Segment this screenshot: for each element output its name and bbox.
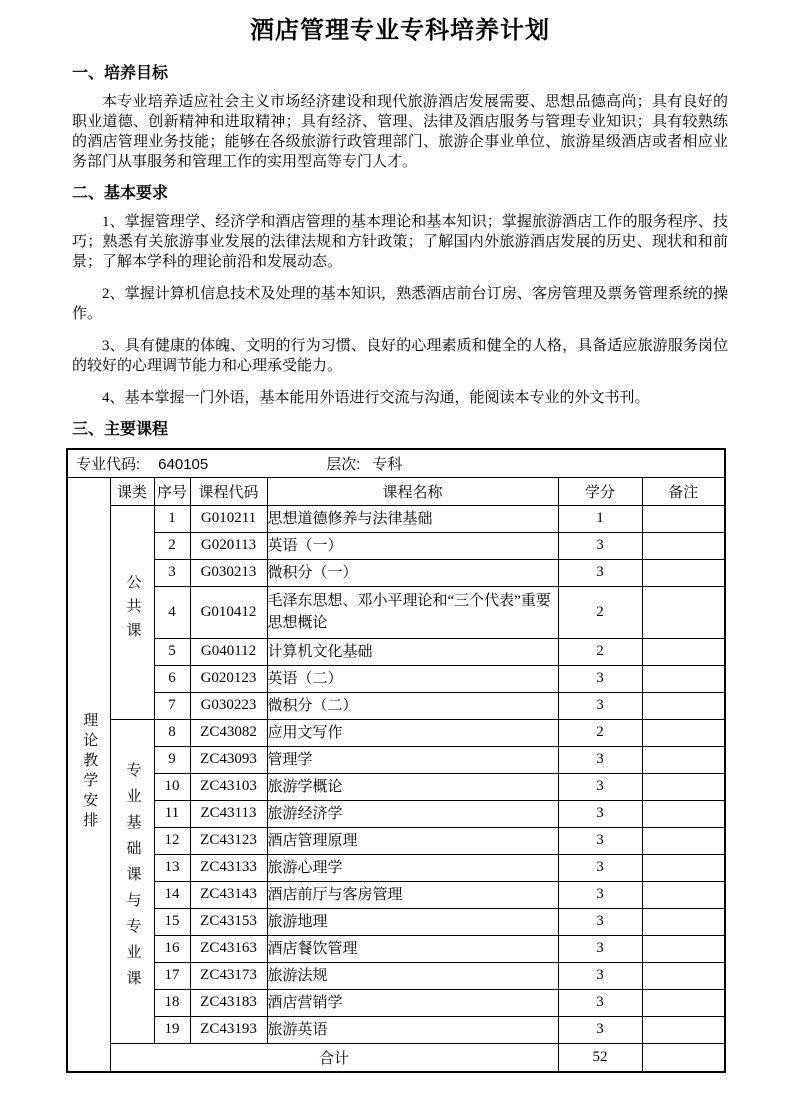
- course-credits: 3: [558, 908, 642, 935]
- course-credits: 3: [558, 989, 642, 1016]
- table-row: [67, 800, 725, 827]
- course-group-label: 公共课: [124, 573, 141, 646]
- course-code: ZC43183: [190, 989, 267, 1016]
- course-code: ZC43153: [190, 908, 267, 935]
- course-remark: [642, 505, 725, 532]
- table-row: [67, 1016, 725, 1043]
- course-seq: 13: [154, 854, 190, 881]
- course-remark: [642, 800, 725, 827]
- paragraph: 本专业培养适应社会主义市场经济建设和现代旅游酒店发展需要、思想品德高尚；具有良好的职业道德、创新精神和进取精神；具有经济、管理、法律及酒店服务与管理专业知识；具有较熟练的酒店管理业务技能；能够在各级旅游行政管理部门、旅游企事业单位、旅游星级酒店或者相应业务部门从事服务和管理工作的实用型高等专门人才。: [72, 94, 728, 170]
- table-total-row: [67, 1043, 725, 1072]
- course-remark: [642, 989, 725, 1016]
- courses-table: [66, 448, 726, 1073]
- course-name: 酒店前厅与客房管理: [267, 881, 558, 908]
- course-code: G040112: [190, 638, 267, 665]
- course-remark: [642, 692, 725, 719]
- course-code: G020113: [190, 532, 267, 559]
- total-remark: [642, 1043, 725, 1072]
- table-row: [67, 638, 725, 665]
- course-credits: 3: [558, 532, 642, 559]
- table-row: [67, 854, 725, 881]
- course-remark: [642, 908, 725, 935]
- paragraph: 3、具有健康的体魄、文明的行为习惯、良好的心理素质和健全的人格，具备适应旅游服务岗位的较好的心理调节能力和心理承受能力。: [72, 338, 728, 374]
- course-credits: 3: [558, 854, 642, 881]
- course-name: 思想道德修养与法律基础: [267, 505, 558, 532]
- course-seq: 3: [154, 559, 190, 586]
- course-name: 计算机文化基础: [267, 638, 558, 665]
- course-group-public: [110, 505, 154, 719]
- course-remark: [642, 586, 725, 638]
- major-code-label: 专业代码:: [76, 455, 141, 473]
- course-name: 应用文写作: [267, 719, 558, 746]
- paragraph: 2、掌握计算机信息技术及处理的基本知识，熟悉酒店前台订房、客房管理及票务管理系统的操作。: [72, 286, 728, 322]
- table-header-row: [67, 477, 725, 505]
- side-axis-cell: [67, 477, 110, 1072]
- course-credits: 3: [558, 746, 642, 773]
- course-seq: 7: [154, 692, 190, 719]
- page-title: 酒店管理专业专科培养计划: [250, 17, 550, 44]
- course-credits: 3: [558, 962, 642, 989]
- table-row: [67, 505, 725, 532]
- course-remark: [642, 773, 725, 800]
- course-name: 旅游心理学: [267, 854, 558, 881]
- column-header-name: 课程名称: [267, 477, 558, 505]
- course-name: 微积分（二）: [267, 692, 558, 719]
- course-credits: 3: [558, 881, 642, 908]
- course-remark: [642, 1016, 725, 1043]
- course-name: 旅游地理: [267, 908, 558, 935]
- course-name: 旅游英语: [267, 1016, 558, 1043]
- section-heading-requirements: 二、基本要求: [72, 185, 169, 202]
- course-seq: 19: [154, 1016, 190, 1043]
- paragraph: 4、基本掌握一门外语，基本能用外语进行交流与沟通，能阅读本专业的外文书刊。: [102, 390, 650, 406]
- course-seq: 16: [154, 935, 190, 962]
- column-header-remarks: 备注: [642, 477, 725, 505]
- column-header-class: 课类: [110, 477, 154, 505]
- course-remark: [642, 719, 725, 746]
- course-name: 管理学: [267, 746, 558, 773]
- table-row: [67, 665, 725, 692]
- course-credits: 3: [558, 559, 642, 586]
- course-code: G030223: [190, 692, 267, 719]
- course-seq: 6: [154, 665, 190, 692]
- course-seq: 10: [154, 773, 190, 800]
- table-row: [67, 719, 725, 746]
- course-code: G010412: [190, 586, 267, 638]
- course-credits: 3: [558, 692, 642, 719]
- course-code: ZC43193: [190, 1016, 267, 1043]
- course-code: ZC43173: [190, 962, 267, 989]
- table-row: [67, 559, 725, 586]
- course-group-professional: [110, 719, 154, 1043]
- table-row: [67, 827, 725, 854]
- course-remark: [642, 746, 725, 773]
- table-row: [67, 773, 725, 800]
- table-row: [67, 532, 725, 559]
- course-remark: [642, 638, 725, 665]
- section-heading-objectives: 一、培养目标: [72, 65, 169, 82]
- table-row: [67, 692, 725, 719]
- level-label: 层次:: [326, 455, 361, 473]
- major-code-value: 640105: [158, 455, 209, 473]
- course-code: ZC43113: [190, 800, 267, 827]
- course-seq: 1: [154, 505, 190, 532]
- course-code: G020123: [190, 665, 267, 692]
- table-row: [67, 962, 725, 989]
- table-row: [67, 586, 725, 638]
- course-code: ZC43163: [190, 935, 267, 962]
- course-group-label: 专业基础课与专业课: [124, 761, 141, 996]
- course-name: 酒店餐饮管理: [267, 935, 558, 962]
- course-remark: [642, 935, 725, 962]
- course-code: ZC43133: [190, 854, 267, 881]
- course-credits: 2: [558, 586, 642, 638]
- course-code: ZC43103: [190, 773, 267, 800]
- course-credits: 3: [558, 827, 642, 854]
- course-code: ZC43143: [190, 881, 267, 908]
- table-row: [67, 746, 725, 773]
- course-name: 酒店管理原理: [267, 827, 558, 854]
- course-remark: [642, 559, 725, 586]
- course-remark: [642, 881, 725, 908]
- paragraph: 1、掌握管理学、经济学和酒店管理的基本理论和基本知识；掌握旅游酒店工作的服务程序、技巧；熟悉有关旅游事业发展的法律法规和方针政策；了解国内外旅游酒店发展的历史、现状和和前景；了解本学科的理论前沿和发展动态。: [72, 214, 728, 270]
- course-remark: [642, 962, 725, 989]
- table-meta-row: [67, 449, 725, 477]
- course-seq: 2: [154, 532, 190, 559]
- course-remark: [642, 665, 725, 692]
- section-requirements: [72, 184, 728, 408]
- course-seq: 4: [154, 586, 190, 638]
- course-name: 旅游学概论: [267, 773, 558, 800]
- side-axis-label: 理论教学安排: [81, 711, 98, 832]
- course-seq: 17: [154, 962, 190, 989]
- course-code: G010211: [190, 505, 267, 532]
- course-seq: 11: [154, 800, 190, 827]
- course-seq: 12: [154, 827, 190, 854]
- total-label: 合计: [110, 1043, 558, 1072]
- level-value: 专科: [372, 455, 403, 473]
- course-remark: [642, 854, 725, 881]
- table-row: [67, 881, 725, 908]
- table-row: [67, 989, 725, 1016]
- course-credits: 2: [558, 719, 642, 746]
- total-credits: 52: [558, 1043, 642, 1072]
- table-row: [67, 908, 725, 935]
- course-credits: 3: [558, 665, 642, 692]
- column-header-code: 课程代码: [190, 477, 267, 505]
- course-name: 酒店营销学: [267, 989, 558, 1016]
- column-header-seq: 序号: [154, 477, 190, 505]
- course-code: ZC43082: [190, 719, 267, 746]
- course-remark: [642, 532, 725, 559]
- course-code: ZC43093: [190, 746, 267, 773]
- course-credits: 2: [558, 638, 642, 665]
- section-objectives: [72, 64, 728, 172]
- section-heading-courses: 三、主要课程: [72, 421, 169, 438]
- course-credits: 3: [558, 1016, 642, 1043]
- course-name: 旅游经济学: [267, 800, 558, 827]
- column-header-credits: 学分: [558, 477, 642, 505]
- course-name: 英语（二）: [267, 665, 558, 692]
- course-credits: 3: [558, 800, 642, 827]
- course-code: ZC43123: [190, 827, 267, 854]
- course-seq: 8: [154, 719, 190, 746]
- course-code: G030213: [190, 559, 267, 586]
- course-remark: [642, 827, 725, 854]
- course-seq: 14: [154, 881, 190, 908]
- course-name: 英语（一）: [267, 532, 558, 559]
- course-seq: 18: [154, 989, 190, 1016]
- course-seq: 15: [154, 908, 190, 935]
- course-name: 微积分（一）: [267, 559, 558, 586]
- course-credits: 3: [558, 773, 642, 800]
- table-row: [67, 935, 725, 962]
- course-credits: 3: [558, 935, 642, 962]
- course-seq: 9: [154, 746, 190, 773]
- course-seq: 5: [154, 638, 190, 665]
- course-name: 旅游法规: [267, 962, 558, 989]
- course-name: 毛泽东思想、邓小平理论和“三个代表”重要思想概论: [267, 586, 558, 638]
- course-credits: 1: [558, 505, 642, 532]
